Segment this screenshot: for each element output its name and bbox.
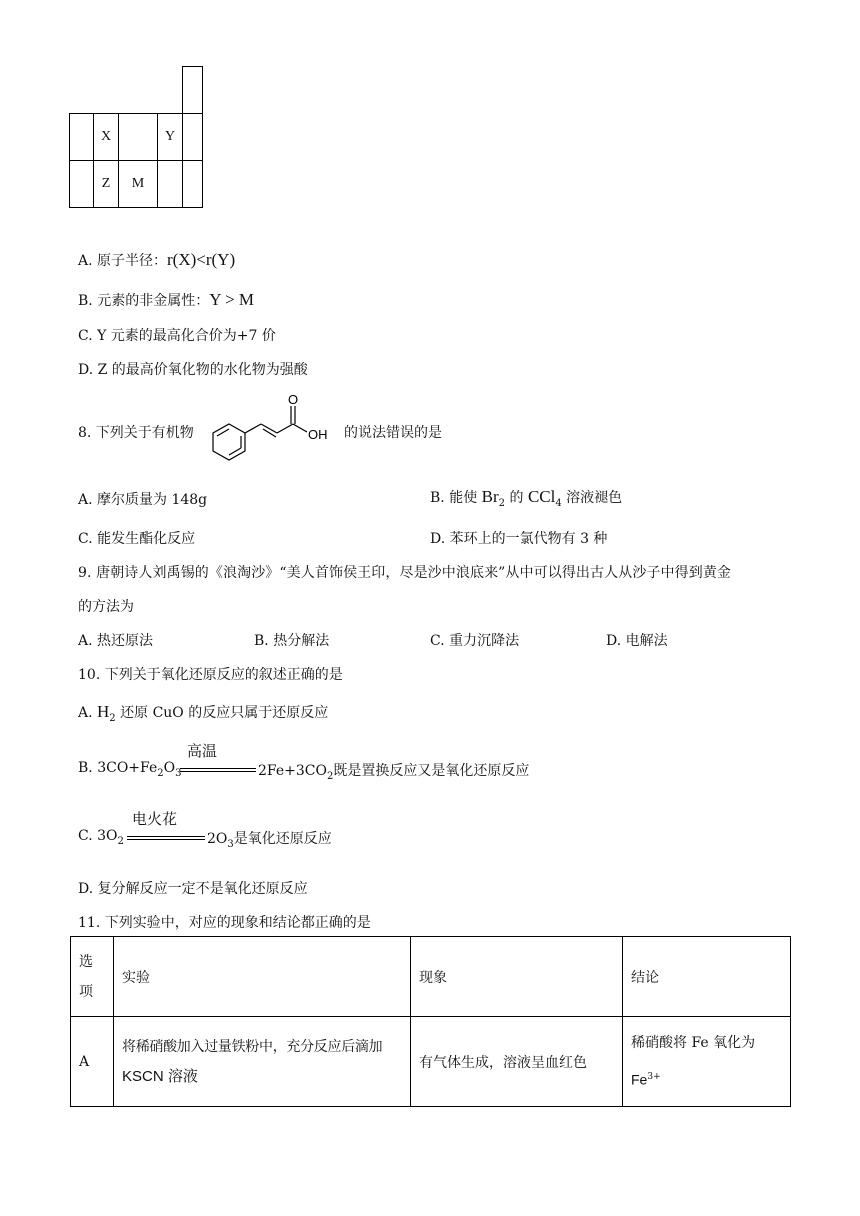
q7-option-d: D. Z 的最高价氧化物的水化物为强酸 (78, 362, 308, 378)
q10-b-equals (180, 768, 256, 772)
pt-cell (119, 114, 158, 161)
q8-option-b: B. 能使 $Br_2$ 的 CCl$_4$ 溶液褪色 (430, 487, 623, 509)
q9-option-d: D. 电解法 (606, 633, 668, 649)
header-experiment: 实验 (114, 937, 411, 1017)
pt-cell-top (183, 67, 203, 114)
pt-cell (183, 161, 203, 208)
q10-c-equals (127, 836, 205, 840)
row-a-experiment: 将稀硝酸加入过量铁粉中，充分反应后滴加 KSCN 溶液 (114, 1017, 411, 1107)
q9-stem-line2: 的方法为 (78, 599, 134, 615)
pt-cell-z: Z (94, 161, 119, 208)
q7-option-b: B. 元素的非金属性：Y > M (78, 290, 255, 309)
q8-stem-suffix: 的说法错误的是 (344, 425, 442, 441)
q10-option-a: A. $H_2$ 还原 CuO 的反应只属于还原反应 (78, 702, 329, 724)
mol-o-label: O (288, 392, 299, 407)
header-conclusion: 结论 (623, 937, 791, 1017)
q10-option-d: D. 复分解反应一定不是氧化还原反应 (78, 881, 308, 897)
experiment-table (70, 936, 791, 1107)
row-a-option: A (71, 1017, 114, 1107)
q8-option-c: C. 能发生酯化反应 (78, 531, 196, 547)
q8-option-d: D. 苯环上的一氯代物有 3 种 (430, 531, 608, 547)
q9-option-a: A. 热还原法 (78, 633, 154, 649)
pt-cell-y: Y (158, 114, 183, 161)
q10-option-b: B. $3CO+Fe_2O_3$ (78, 760, 182, 779)
row-a-phenomenon: 有气体生成，溶液呈血红色 (411, 1017, 623, 1107)
pt-cell (70, 114, 94, 161)
cinnamic-acid-structure (205, 392, 345, 467)
q9-option-c: C. 重力沉降法 (430, 633, 520, 649)
header-option: 选 项 (71, 937, 114, 1017)
pt-cell (183, 114, 203, 161)
q9-option-b: B. 热分解法 (254, 633, 330, 649)
pt-cell-m: M (119, 161, 158, 208)
q10-option-b-right: $2Fe+3CO_2$既是置换反应又是氧化还原反应 (258, 763, 530, 782)
header-phenomenon: 现象 (411, 937, 623, 1017)
q7-option-c: C. Y 元素的最高化合价为+7 价 (78, 328, 276, 344)
q9-stem-line1: 9. 唐朝诗人刘禹锡的《浪淘沙》“美人首饰侯王印，尽是沙中浪底来”从中可以得出古人从沙子中得到黄金 (78, 565, 732, 581)
q10-option-c: C. $3O_2$ (78, 828, 124, 847)
pt-cell-x: X (94, 114, 119, 161)
q10-stem: 10. 下列关于氧化还原反应的叙述正确的是 (78, 667, 343, 683)
q11-stem: 11. 下列实验中，对应的现象和结论都正确的是 (78, 915, 371, 931)
q7-option-a: A. 原子半径：r(X)<r(Y) (78, 250, 236, 269)
q8-option-a: A. 摩尔质量为 148g (78, 492, 208, 508)
pt-cell (158, 161, 183, 208)
q10-option-c-right: $2O_3$是氧化还原反应 (207, 831, 332, 850)
q10-b-condition: 高温 (187, 742, 218, 760)
mol-oh-label: OH (308, 427, 328, 442)
row-a-conclusion: 稀硝酸将 Fe 氧化为 $Fe^{3+}$ (623, 1017, 791, 1107)
q10-c-condition: 电火花 (132, 810, 178, 828)
q8-stem-prefix: 8. 下列关于有机物 (78, 425, 194, 441)
pt-cell (70, 161, 94, 208)
